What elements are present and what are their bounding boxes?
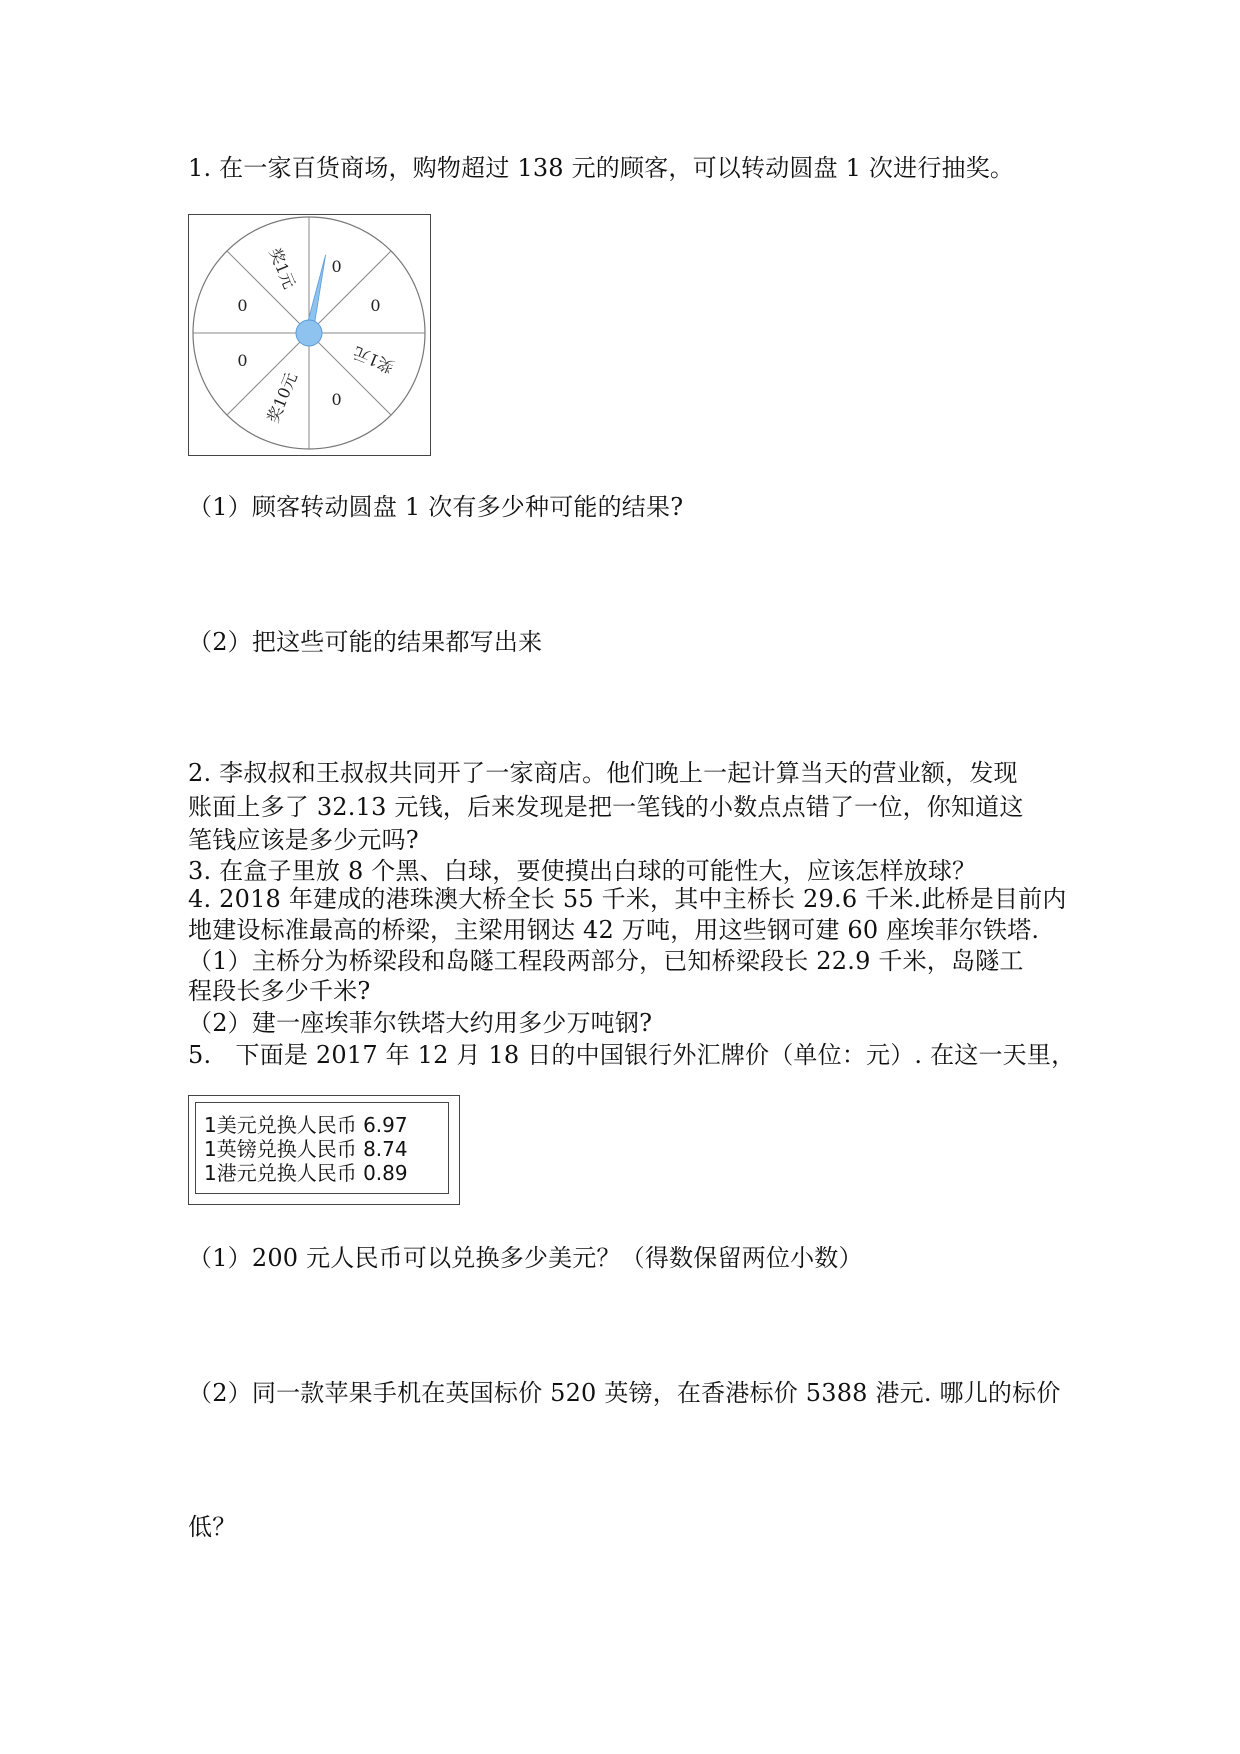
- q4-sub1-line1: （1）主桥分为桥梁段和岛隧工程段两部分，已知桥梁段长 22.9 千米，岛隧工: [188, 947, 1024, 975]
- q4-line1: 4. 2018 年建成的港珠澳大桥全长 55 千米，其中主桥长 29.6 千米.此桥是目前内: [188, 885, 1067, 913]
- q4-sub2: （2）建一座埃菲尔铁塔大约用多少万吨钢?: [188, 1009, 653, 1037]
- spinner-sector-label: 0: [237, 295, 248, 315]
- q4-line2: 地建设标准最高的桥梁，主梁用钢达 42 万吨，用这些钢可建 60 座埃菲尔铁塔.: [188, 916, 1040, 944]
- exchange-rate-inner-box: [195, 1102, 449, 1194]
- q1-stem: 1. 在一家百货商场，购物超过 138 元的顾客，可以转动圆盘 1 次进行抽奖。: [188, 154, 1015, 182]
- q5-sub1: （1）200 元人民币可以兑换多少美元？（得数保留两位小数）: [188, 1244, 863, 1272]
- q4-sub1-line2: 程段长多少千米?: [188, 977, 371, 1005]
- spinner-sector-label: 0: [237, 351, 248, 371]
- q3-line1: 3. 在盒子里放 8 个黑、白球，要使摸出白球的可能性大，应该怎样放球？: [188, 857, 977, 885]
- q5-sub2: （2）同一款苹果手机在英国标价 520 英镑，在香港标价 5388 港元. 哪儿的标价: [188, 1379, 1061, 1407]
- q2-line2: 账面上多了 32.13 元钱，后来发现是把一笔钱的小数点点错了一位，你知道这: [188, 793, 1024, 821]
- prize-spinner-figure: [188, 214, 431, 456]
- q2-line3: 笔钱应该是多少元吗?: [188, 826, 419, 854]
- spinner-sector-label: 0: [331, 390, 342, 410]
- q2-line1: 2. 李叔叔和王叔叔共同开了一家商店。他们晚上一起计算当天的营业额，发现: [188, 759, 1018, 787]
- spinner-sector-label: 奖1元: [265, 245, 300, 292]
- spinner-sector-label: 0: [331, 256, 342, 276]
- q1-sub1: （1）顾客转动圆盘 1 次有多少种可能的结果?: [188, 493, 684, 521]
- spinner-wheel: [189, 215, 429, 455]
- rate-usd: 1美元兑换人民币 6.97: [204, 1113, 408, 1137]
- rate-gbp: 1英镑兑换人民币 8.74: [204, 1137, 408, 1161]
- spinner-sector-label: 奖10元: [263, 369, 302, 426]
- q5-sub2-continued: 低？: [188, 1513, 237, 1541]
- q5-line1: 5. 下面是 2017 年 12 月 18 日的中国银行外汇牌价（单位：元）. 在这一天里，: [188, 1041, 1076, 1069]
- spinner-hub: [296, 320, 322, 346]
- q1-sub2: （2）把这些可能的结果都写出来: [188, 628, 543, 656]
- exchange-rate-table: [188, 1095, 460, 1205]
- spinner-sector-label: 0: [370, 295, 381, 315]
- rate-hkd: 1港元兑换人民币 0.89: [204, 1161, 408, 1185]
- spinner-sector-label: 奖1元: [350, 342, 397, 377]
